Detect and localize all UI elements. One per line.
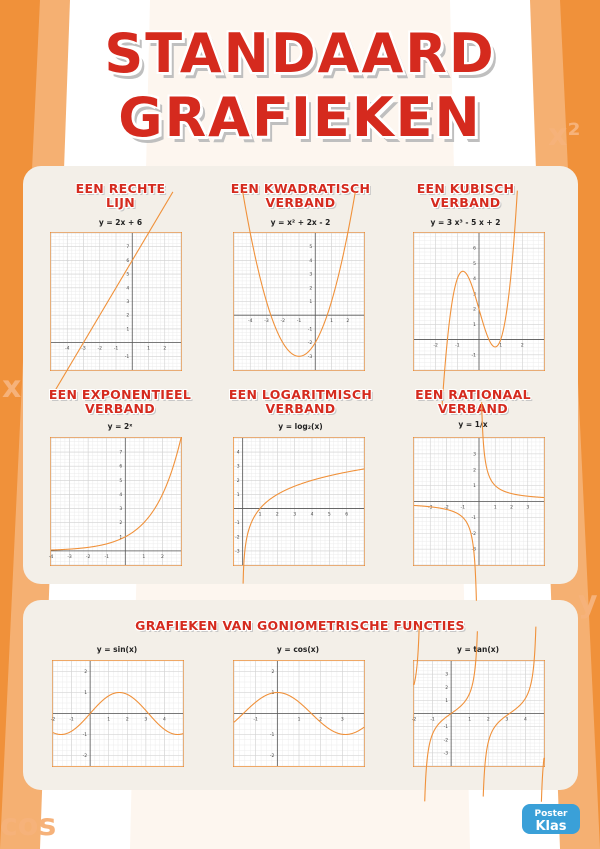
y-tick-label: 1	[309, 300, 313, 305]
x-tick-label: 6	[345, 512, 349, 518]
x-tick-label: -2	[85, 554, 91, 560]
graph-plot-sine	[52, 660, 184, 767]
y-tick-label: 3	[309, 272, 313, 278]
y-tick-label: 2	[126, 313, 130, 319]
y-tick-label: 6	[119, 464, 123, 470]
y-tick-label: 4	[473, 277, 476, 283]
x-tick-label: 2	[510, 505, 513, 511]
logo-line1: Poster	[534, 809, 568, 819]
plot-canvas	[414, 438, 544, 565]
graph-title: EEN RATIONAAL VERBAND	[415, 387, 531, 416]
x-tick-label: 1	[468, 717, 472, 723]
x-tick-label: -1	[113, 346, 119, 352]
y-tick-label: -1	[471, 353, 476, 359]
y-tick-label: 2	[271, 670, 275, 675]
y-tick-label: 6	[126, 258, 130, 264]
x-tick-label: -3	[428, 505, 433, 511]
x-tick-label: -1	[296, 319, 302, 325]
y-tick-label: 1	[126, 327, 130, 333]
x-tick-label: 4	[523, 717, 527, 723]
y-tick-label: -1	[235, 521, 240, 527]
graph-title: EEN LOGARITMISCH VERBAND	[228, 387, 373, 416]
y-tick-label: -3	[235, 549, 240, 555]
y-tick-label: 7	[126, 245, 130, 251]
x-tick-label: 3	[293, 512, 297, 518]
x-tick-label: -3	[67, 554, 72, 560]
y-tick-label: 5	[309, 245, 313, 251]
plot-canvas	[234, 233, 364, 370]
y-tick-label: 3	[473, 452, 476, 458]
y-tick-label: 3	[126, 300, 130, 305]
page-title-line2: GRAFIEKEN	[118, 86, 482, 149]
y-tick-label: 7	[119, 450, 123, 456]
graph-title: EEN KWADRATISCH VERBAND	[230, 181, 371, 210]
y-tick-label: -2	[471, 531, 476, 537]
x-tick-label: 1	[147, 346, 150, 352]
y-tick-label: 1	[445, 698, 449, 704]
y-tick-label: 4	[236, 450, 240, 456]
graph-plot-exponential	[50, 437, 182, 566]
posterklas-logo	[520, 800, 582, 838]
x-tick-label: 4	[310, 512, 314, 518]
graph-formula: y = 2x + 6	[98, 218, 143, 227]
y-tick-label: 3	[445, 672, 449, 678]
x-tick-label: -4	[48, 554, 54, 560]
y-tick-label: 1	[473, 322, 476, 328]
x-tick-label: -2	[97, 346, 102, 352]
watermark-cos: cos	[0, 808, 57, 843]
x-tick-label: -2	[411, 717, 417, 723]
x-tick-label: -3	[81, 346, 86, 352]
x-tick-label: -2	[50, 717, 56, 723]
y-tick-label: 2	[445, 685, 449, 691]
y-tick-label: 2	[309, 286, 313, 292]
plot-canvas	[51, 233, 181, 370]
x-tick-label: -1	[104, 554, 109, 560]
y-tick-label: 2	[119, 521, 123, 527]
x-tick-label: 2	[346, 319, 350, 325]
x-tick-label: -2	[280, 319, 285, 325]
x-tick-label: 2	[520, 343, 524, 349]
watermark-x-squared: x²	[548, 118, 581, 153]
x-tick-label: 1	[142, 554, 146, 560]
page-title-line1: STANDAARD	[104, 22, 496, 85]
x-tick-label: -2	[433, 343, 438, 349]
y-tick-label: -3	[471, 547, 476, 553]
x-tick-label: -4	[248, 319, 253, 325]
y-tick-label: -1	[124, 354, 130, 360]
x-tick-label: 1	[107, 717, 111, 723]
graph-plot-rational	[413, 437, 545, 566]
y-tick-label: 3	[236, 464, 240, 470]
graph-title: EEN EXPONENTIEEL VERBAND	[48, 387, 192, 416]
x-tick-label: 2	[160, 554, 164, 560]
y-tick-label: 5	[473, 261, 476, 267]
graph-plot-straight-line	[50, 232, 182, 371]
y-tick-label: 1	[119, 535, 123, 541]
y-tick-label: 1	[84, 691, 88, 696]
y-tick-label: -2	[443, 738, 449, 744]
graph-plot-tangent	[413, 660, 545, 767]
x-tick-label: 1	[297, 717, 301, 723]
graph-title: EEN RECHTE LIJN	[75, 181, 166, 210]
y-tick-label: -2	[269, 754, 275, 759]
graph-formula: y = 3 x³ - 5 x + 2	[430, 218, 501, 227]
y-tick-label: -1	[443, 725, 449, 731]
x-tick-label: 2	[486, 717, 490, 723]
x-tick-label: -2	[444, 505, 449, 511]
y-tick-label: 2	[84, 670, 88, 675]
y-tick-label: 2	[473, 307, 476, 313]
plot-canvas	[414, 233, 544, 370]
plot-canvas	[50, 661, 183, 766]
graph-plot-logarithmic	[233, 437, 365, 566]
x-tick-label: -1	[253, 717, 258, 723]
graph-formula: y = log₂(x)	[278, 422, 323, 431]
graph-title: EEN KUBISCH VERBAND	[416, 181, 515, 210]
plot-canvas	[234, 438, 364, 565]
y-tick-label: 2	[473, 468, 476, 474]
graph-formula: y = sin(x)	[96, 645, 138, 654]
x-tick-label: 1	[499, 343, 503, 349]
x-tick-label: 2	[275, 512, 279, 518]
y-tick-label: 3	[473, 292, 476, 298]
watermark-x: x	[2, 370, 22, 405]
x-tick-label: 3	[526, 505, 530, 511]
x-tick-label: 5	[327, 512, 331, 518]
graph-formula: y = 1/x	[458, 420, 488, 429]
watermark-y: y	[578, 585, 598, 620]
x-tick-label: -1	[430, 717, 435, 723]
logo-line2: Klas	[535, 819, 567, 834]
x-tick-label: 2	[125, 717, 129, 723]
x-tick-label: 3	[340, 717, 344, 723]
y-tick-label: -3	[307, 354, 313, 360]
gonio-section-title: GRAFIEKEN VAN GONIOMETRISCHE FUNCTIES	[135, 618, 465, 633]
y-tick-label: 3	[119, 507, 123, 513]
x-tick-label: 3	[144, 717, 148, 723]
x-tick-label: -1	[460, 505, 465, 511]
y-tick-label: 4	[309, 258, 313, 264]
y-tick-label: -1	[269, 733, 275, 738]
x-tick-label: 2	[319, 717, 323, 723]
graph-plot-quadratic	[233, 232, 365, 371]
y-tick-label: 5	[119, 478, 123, 484]
y-tick-label: -2	[235, 535, 240, 541]
x-tick-label: -1	[69, 717, 74, 723]
x-tick-label: -4	[65, 346, 70, 352]
plot-canvas	[234, 661, 364, 766]
x-tick-label: 1	[493, 505, 497, 511]
y-tick-label: -1	[82, 733, 88, 738]
y-tick-label: -2	[307, 341, 313, 347]
graph-plot-cosine	[233, 660, 365, 767]
graph-plot-cubic	[413, 232, 545, 371]
y-tick-label: 1	[473, 484, 476, 490]
x-tick-label: 4	[162, 717, 166, 723]
y-tick-label: 5	[126, 272, 130, 278]
y-tick-label: -1	[307, 327, 313, 333]
plot-canvas	[48, 438, 181, 565]
plot-canvas	[411, 661, 544, 766]
x-tick-label: 3	[505, 717, 509, 723]
graph-formula: y = x² + 2x - 2	[270, 218, 331, 227]
y-tick-label: -3	[443, 751, 449, 757]
y-tick-label: 2	[236, 478, 240, 484]
graph-formula: y = 2ˣ	[107, 422, 133, 431]
y-tick-label: 1	[236, 492, 240, 498]
y-tick-label: -1	[471, 515, 476, 521]
x-tick-label: -1	[455, 343, 460, 349]
graph-formula: y = tan(x)	[456, 645, 500, 654]
graph-formula: y = cos(x)	[276, 645, 320, 654]
x-tick-label: -3	[264, 319, 269, 325]
y-tick-label: 4	[126, 286, 130, 292]
y-tick-label: 4	[119, 492, 123, 498]
y-tick-label: 6	[473, 246, 476, 252]
y-tick-label: -2	[82, 754, 88, 759]
x-tick-label: 1	[258, 512, 262, 518]
x-tick-label: 2	[163, 346, 167, 352]
x-tick-label: 1	[330, 319, 333, 325]
y-tick-label: 1	[271, 691, 275, 696]
